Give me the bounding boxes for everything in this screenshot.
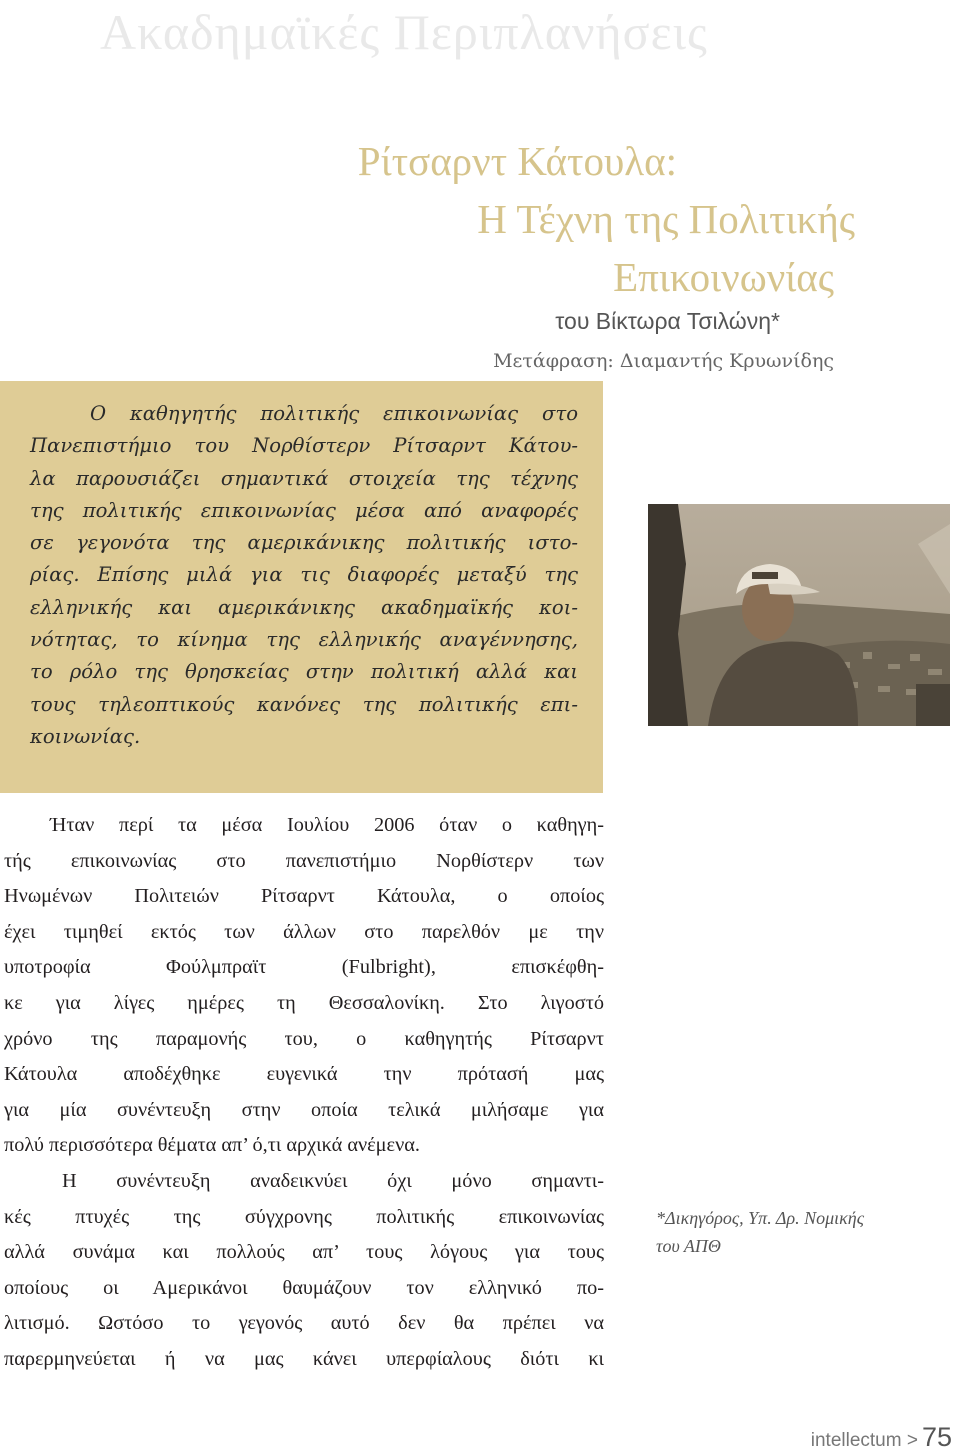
page-number: 75 — [921, 1422, 952, 1452]
body-line: πολύ περισσότερα θέματα απ’ ό,τι αρχικά ανέμενα. — [4, 1134, 420, 1157]
abstract-line: κοινωνίας. — [30, 724, 141, 748]
abstract-line: το ρόλο της θρησκείας στην πολιτική αλλά και — [30, 660, 578, 684]
body-line: παρερμηνεύεται ή να μας κάνει υπερφίαλους διότι κι — [4, 1347, 604, 1370]
abstract-line: Πανεπιστήμιο του Νορθίστερν Ρίτσαρντ Κάτου- — [30, 434, 578, 458]
article-title-line-2: Η Τέχνη της Πολιτικής — [477, 196, 855, 242]
body-line: Η συνέντευξη αναδεικνύει όχι μόνο σημαντι- — [62, 1169, 604, 1192]
abstract-text — [30, 398, 578, 753]
footnote-line: *Δικηγόρος, Υπ. Δρ. Νομικής — [656, 1208, 864, 1228]
body-line: υποτροφία Φούλμπραϊτ (Fulbright), επισκέφθη- — [4, 956, 604, 979]
portrait-photo — [648, 504, 950, 726]
body-line: έχει τιμηθεί εκτός των άλλων στο παρελθόν με την — [4, 920, 604, 943]
article-body — [4, 808, 604, 1378]
abstract-line: τους τηλεοπτικούς κανόνες της πολιτικής επι- — [30, 692, 578, 716]
body-line: αλλά συνάμα και πολλούς απ’ τους λόγους για τους — [4, 1241, 604, 1264]
abstract-line: ρίας. Επίσης μιλά για τις διαφορές μεταξύ της — [30, 563, 578, 587]
magazine-name: intellectum > — [810, 1430, 918, 1451]
article-title-line-3: Επικοινωνίας — [613, 254, 834, 300]
body-line: οποίους οι Αμερικάνοι θαυμάζουν τον ελληνικό πο- — [4, 1276, 604, 1299]
body-line: λιτισμό. Ωστόσο το γεγονός αυτό δεν θα πρέπει να — [4, 1312, 604, 1335]
body-line: τής επικοινωνίας στο πανεπιστήμιο Νορθίστερν των — [4, 849, 604, 872]
portrait-photo-image — [648, 504, 950, 726]
body-line: κε για λίγες ημέρες τη Θεσσαλονίκη. Στο λιγοστό — [4, 991, 604, 1014]
body-line: κές πτυχές της σύγχρονης πολιτικής επικοινωνίας — [4, 1205, 604, 1228]
body-line: Κάτουλα αποδέχθηκε ευγενικά την πρότασή μας — [4, 1063, 604, 1086]
abstract-line: Ο καθηγητής πολιτικής επικοινωνίας στο — [90, 402, 578, 425]
author-footnote — [656, 1204, 926, 1260]
abstract-line: της πολιτικής επικοινωνίας μέσα από αναφορές — [30, 498, 578, 522]
abstract-line: σε γεγονότα της αμερικάνικης πολιτικής ιστο- — [30, 531, 578, 555]
body-line: Ηνωμένων Πολιτειών Ρίτσαρντ Κάτουλα, ο οποίος — [4, 885, 604, 908]
body-line: χρόνο της παραμονής του, ο καθηγητής Ρίτσαρντ — [4, 1027, 604, 1050]
body-line: για μία συνέντευξη στην οποία τελικά μιλήσαμε για — [4, 1098, 604, 1121]
author-byline: του Βίκτωρα Τσιλώνη* — [555, 308, 780, 334]
translator-credit: Μετάφραση: Διαμαντής Κρυωνίδης — [493, 350, 834, 372]
body-line: Ήταν περί τα μέσα Ιουλίου 2006 όταν ο καθηγη- — [50, 814, 604, 836]
page-footer — [811, 1422, 952, 1453]
abstract-line: νότητας, το κίνημα της ελληνικής αναγέννησης, — [30, 628, 578, 652]
article-title-line-1: Ρίτσαρντ Κάτουλα: — [357, 138, 677, 184]
abstract-line: ελληνικής και αμερικάνικης ακαδημαϊκής κοι- — [30, 595, 578, 619]
footnote-line: του ΑΠΘ — [656, 1236, 721, 1256]
abstract-line: λα παρουσιάζει σημαντικά στοιχεία της τέχνης — [30, 466, 578, 490]
section-header: Ακαδημαϊκές Περιπλανήσεις — [100, 4, 708, 60]
